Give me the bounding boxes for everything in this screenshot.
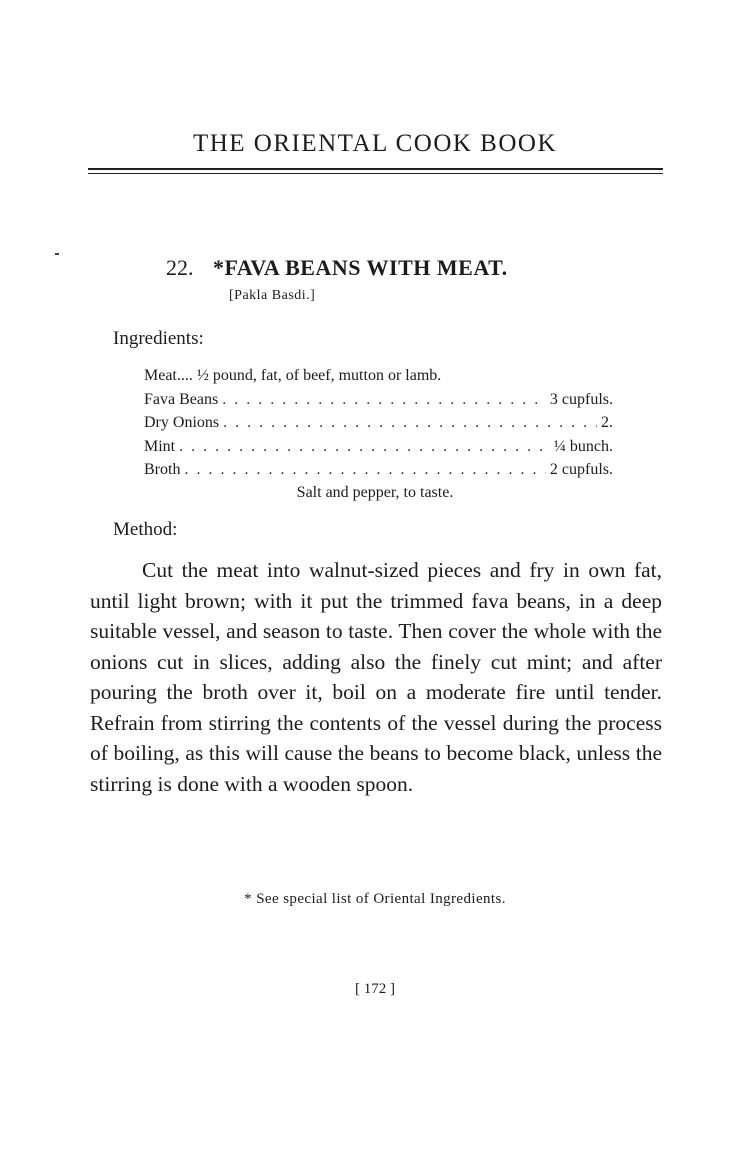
scan-speck xyxy=(55,253,59,255)
seasoning-line: Salt and pepper, to taste. xyxy=(296,484,454,501)
ingredient-row xyxy=(144,364,613,388)
ingredient-text: Meat.... ½ pound, fat, of beef, mutton or lamb. xyxy=(144,367,442,384)
ingredient-row xyxy=(144,411,613,435)
recipe-number: 22. xyxy=(166,255,194,280)
method-label: Method: xyxy=(113,519,178,540)
recipe-subtitle: [Pakla Basdi.] xyxy=(229,288,316,303)
ingredient-quantity: 2. xyxy=(601,414,613,431)
ingredient-row xyxy=(144,388,613,412)
method-paragraph: Cut the meat into walnut-sized pieces and fry in own fat, until light brown; with it put the trimmed fava beans, in a deep suitable vessel, and season to taste. Then cover the whole with the onions cut in slices, adding also the finely cut mint; and after pouring the broth over it, boil on a moderate fire until tender. Refrain from stirring the contents of the vessel during the process of boiling, as this will cause the beans to become black, unless the stirring is done with a wooden spoon. xyxy=(90,558,662,796)
ingredients-label: Ingredients: xyxy=(113,328,204,349)
header-rule-bottom xyxy=(88,173,663,174)
recipe-title: *FAVA BEANS WITH MEAT. xyxy=(213,255,508,280)
recipe-heading xyxy=(166,255,508,281)
footnote: * See special list of Oriental Ingredients. xyxy=(244,891,506,907)
ingredients-list xyxy=(144,364,613,482)
ingredient-name: Broth xyxy=(144,461,181,478)
ingredient-name: Mint xyxy=(144,437,176,455)
header-rule-top xyxy=(88,168,663,170)
page-number: [ 172 ] xyxy=(355,981,395,997)
ingredient-quantity: 2 cupfuls. xyxy=(549,461,613,478)
ingredient-quantity: ¼ bunch. xyxy=(553,437,613,455)
running-head: THE ORIENTAL COOK BOOK xyxy=(192,130,558,157)
ingredient-quantity: 3 cupfuls. xyxy=(549,390,613,408)
dot-leader xyxy=(179,435,550,459)
ingredient-row xyxy=(144,458,613,482)
ingredient-row xyxy=(144,435,613,459)
ingredient-name: Fava Beans xyxy=(144,390,219,408)
ingredient-name: Dry Onions xyxy=(144,414,220,431)
dot-leader xyxy=(223,411,597,435)
dot-leader xyxy=(222,388,546,412)
dot-leader xyxy=(184,458,545,482)
